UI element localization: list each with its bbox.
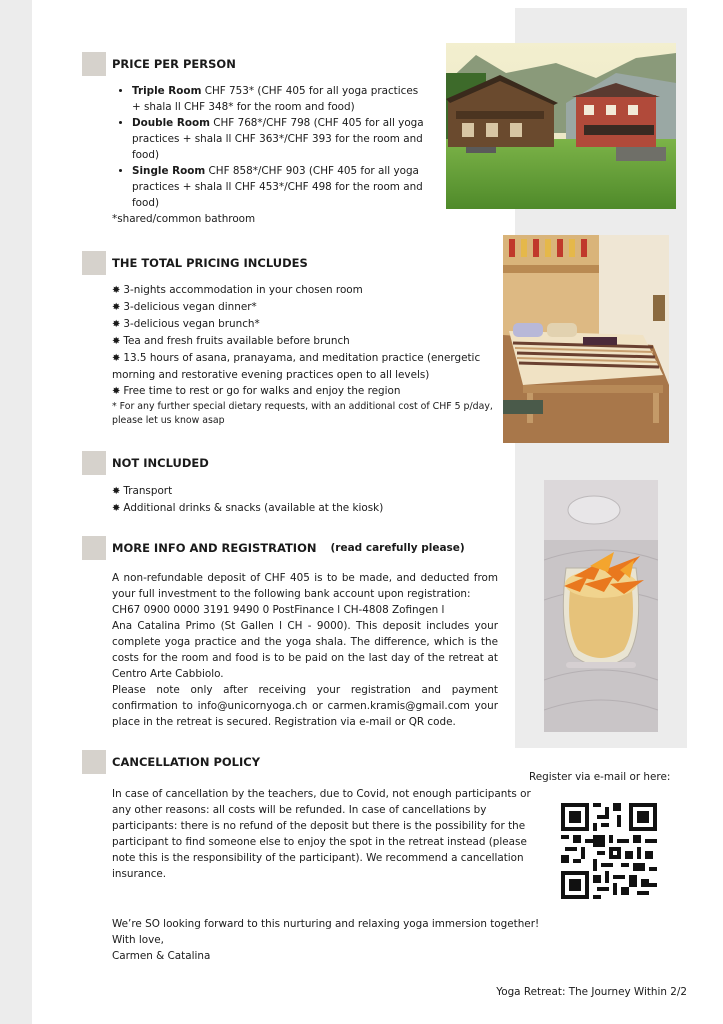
star-bullet-icon: ✸	[112, 302, 121, 313]
registration-heading-text: MORE INFO AND REGISTRATION	[112, 541, 317, 555]
price-item-single: • Single Room CHF 858*/CHF 903 (CHF 405 for all yoga practices + shala ll CHF 453*/CHF 498 for the room and food)	[132, 163, 430, 211]
star-bullet-icon: ✸	[112, 386, 121, 397]
heading-square-icon	[82, 750, 106, 774]
includes-section-heading	[82, 251, 308, 275]
list-item: ✸ 13.5 hours of asana, pranayama, and meditation practice (energetic morning and restorative evening practices open to all levels)	[112, 352, 481, 381]
list-item: ✸ Transport	[112, 485, 173, 497]
closing-signature: Carmen & Catalina	[112, 950, 211, 962]
heading-square-icon	[82, 451, 106, 475]
left-margin-strip	[0, 0, 32, 1024]
confirmation-paragraph: Please note only after receiving your registration and payment confirmation to info@unicornyoga.ch or carmen.kramis@gmail.com your place in the retreat is secured. Registration via e-mail or QR code.	[112, 684, 498, 728]
cancellation-text: In case of cancellation by the teachers, due to Covid, not enough participants or any other reasons: all costs will be refunded. In case of cancellations by participants: there is no refund of the deposit but there is the possibility for the participant to find someone else to enjoy the spot in the retreat instead (please note this is the responsibility of the participant). We recommend a cancellation insurance.	[112, 788, 531, 880]
price-list	[112, 83, 430, 227]
bank-account-line: CH67 0900 0000 3191 9490 0 PostFinance l CH-4808 Zofingen l	[112, 604, 445, 616]
closing-line-2: With love,	[112, 934, 164, 946]
list-item: ✸ 3-delicious vegan dinner*	[112, 301, 257, 313]
cancellation-heading-text: CANCELLATION POLICY	[112, 755, 261, 769]
includes-heading-text: THE TOTAL PRICING INCLUDES	[112, 256, 308, 270]
deposit-paragraph: A non-refundable deposit of CHF 405 is to be made, and deducted from your full investment to the following bank account upon registration:	[112, 572, 498, 600]
star-bullet-icon: ✸	[112, 319, 121, 330]
list-item: ✸ Tea and fresh fruits available before brunch	[112, 335, 350, 347]
star-bullet-icon: ✸	[112, 353, 121, 364]
not-included-heading-text: NOT INCLUDED	[112, 456, 209, 470]
closing-line-1: We’re SO looking forward to this nurturing and relaxing yoga immersion together!	[112, 918, 540, 930]
closing-message	[112, 916, 552, 964]
dessert-photo	[544, 480, 658, 732]
bedroom-photo	[503, 235, 669, 443]
star-bullet-icon: ✸	[112, 503, 121, 514]
cancellation-section-heading	[82, 750, 260, 774]
star-bullet-icon: ✸	[112, 486, 121, 497]
page-footer: Yoga Retreat: The Journey Within 2/2	[496, 986, 687, 998]
price-section-heading	[82, 52, 236, 76]
not-included-list	[112, 483, 502, 517]
list-item: ✸ 3-nights accommodation in your chosen room	[112, 284, 363, 296]
registration-section-heading	[82, 536, 465, 560]
price-item-double: • Double Room CHF 768*/CHF 798 (CHF 405 for all yoga practices + shala ll CHF 363*/CHF 393 for the room and food)	[132, 115, 430, 163]
heading-square-icon	[82, 251, 106, 275]
list-item: ✸ Free time to rest or go for walks and enjoy the region	[112, 385, 401, 397]
registration-text	[112, 570, 498, 730]
includes-list	[112, 282, 502, 428]
registration-note: (read carefully please)	[330, 542, 465, 554]
star-bullet-icon: ✸	[112, 336, 121, 347]
list-item: ✸ 3-delicious vegan brunch*	[112, 318, 260, 330]
star-bullet-icon: ✸	[112, 285, 121, 296]
price-footnote: *shared/common bathroom	[112, 213, 256, 225]
list-item: ✸ Additional drinks & snacks (available at the kiosk)	[112, 502, 384, 514]
price-item-triple: • Triple Room CHF 753* (CHF 405 for all yoga practices + shala ll CHF 348* for the room and food)	[132, 83, 430, 115]
heading-square-icon	[82, 536, 106, 560]
price-heading-text: PRICE PER PERSON	[112, 57, 236, 71]
dietary-note: * For any further special dietary requests, with an additional cost of CHF 5 p/day, please let us know asap	[112, 401, 493, 426]
not-included-section-heading	[82, 451, 209, 475]
qr-code[interactable]	[561, 803, 657, 899]
chalet-photo	[446, 43, 676, 209]
heading-square-icon	[82, 52, 106, 76]
register-label: Register via e-mail or here:	[529, 771, 671, 783]
account-holder-paragraph: Ana Catalina Primo (St Gallen l CH - 9000). This deposit includes your complete yoga practice and the yoga shala. The difference, which is the costs for the room and food is to be paid on the last day of the retreat at Centro Arte Cabbiolo.	[112, 620, 498, 680]
